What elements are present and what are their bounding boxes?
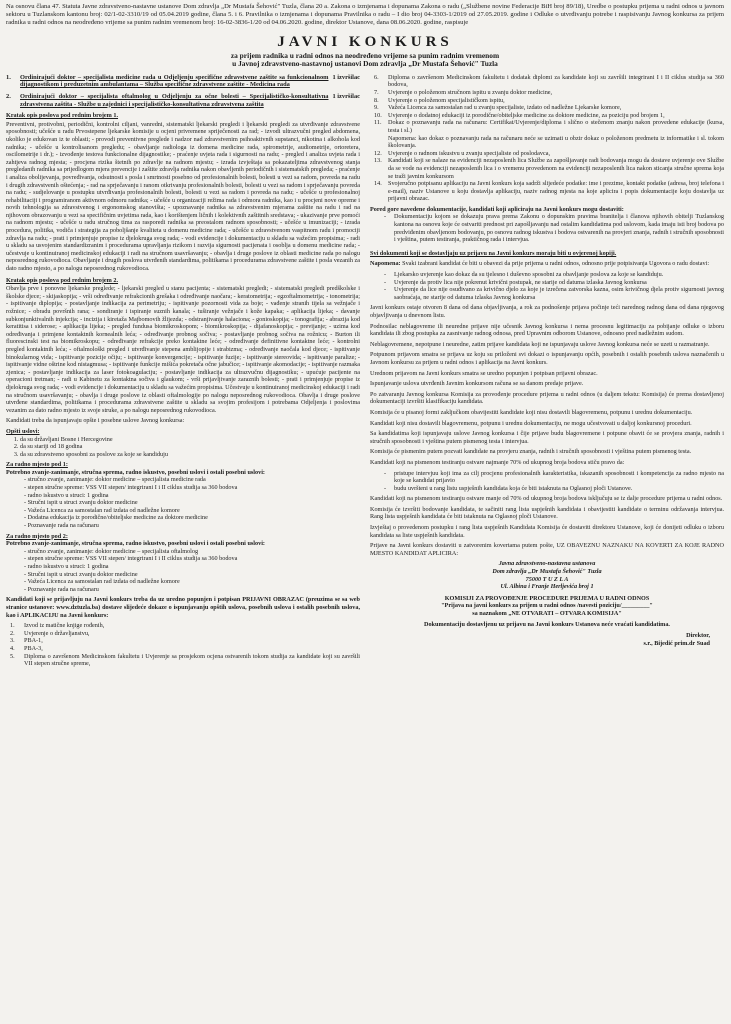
paragraph: Prijave na Javni konkurs dostaviti u zatvorenim kovertama putem pošte, UZ OBAVEZNU NAZNAKU NA KOVERTI ZA KOJE RADNO MJESTO KANDIDAT APLICIRA: <box>370 542 724 557</box>
list-item: - Uvjerenje da lice nije osuđivano za krivično djelo za koje je izrečena zatvorska kazna, osim krivičnog djela protiv sigurnosti javnog saobraćaja, ne starije od datuma izlaska Javnog konkursa <box>384 286 724 301</box>
list-item: - Poznavanje rada na računaru <box>24 522 360 530</box>
address-line: Ul. Albina i Franje Herljevića broj 1 <box>500 583 594 591</box>
signature-block <box>370 632 724 647</box>
position-item <box>6 74 360 89</box>
final-note: Dokumentaciju dostavljenu uz prijavu na Javni konkurs Ustanova neće vraćati kandidatima. <box>424 620 670 628</box>
note-paragraph: Napomena: Svaki izabrani kandidat će biti u obavezi da prije prijema u radni odnos, odnosno prije potpisivanja Ugovora o radu dostavi: <box>370 260 710 268</box>
commission-line: sa naznakom „NE OTVARATI – OTVARA KOMISIJA" <box>472 610 622 618</box>
list-item: 1. da su državljani Bosne i Hercegovine <box>20 436 360 444</box>
list-item: 2. da su stariji od 18 godina <box>20 443 360 451</box>
list-item: 8. Uvjerenje o položenom specijalističkom ispitu, <box>374 96 505 104</box>
general-conditions-heading: Opšti uslovi: <box>6 427 40 435</box>
note-list <box>370 271 724 301</box>
paragraph: Komisija će pismenim putem pozvati kandidate na provjeru znanja, radnih i stručnih sposobnosti i vještina putem pismenog testa. <box>370 448 692 456</box>
requirements-intro: Kandidati treba da ispunjavaju opšte i posebne uslove Javnog konkursa: <box>6 417 185 425</box>
address-line: Javna zdravstveno-nastavna ustanova <box>498 560 596 568</box>
pos1-subheading: Potrebno zvanje-zanimanje, stručna sprema, radno iskustvo, posebni uslovi i ostali posebni uslovi: <box>6 468 265 476</box>
list-item: 9. Važeća Licenca za samostalan rad u zvanju specijaliste, izdato od nadležne Ljekarske komore, <box>374 104 622 112</box>
position-title: Ordinirajući doktor – specijalista medicine rada u Odjeljenju specifične zdravstvene zaštite sa funkcionalnom dijagnostikom i preduzetnim ambulantama – Služba specifične zdravstvene zaštite - Medicina rada <box>20 73 329 89</box>
paragraph: Komisija će u pisanoj formi zaključkom obavijestiti kandidate koji nisu dostavili blagovremenu, potpunu i urednu dokumentaciju. <box>370 408 693 416</box>
position-number: 1. <box>6 73 11 81</box>
list-item: - stručno zvanje, zanimanje: doktor medicine – specijalista medicine rada <box>24 476 360 484</box>
list-item: - stepen stručne spreme: VSS VII stepen/ integrirani I i II ciklus studija sa 360 bodova <box>24 555 360 563</box>
list-item: 14. Svojeručno potpisanu aplikaciju na Javni konkurs koja sadrži slijedeće podatke: ime i prezime, kontakt podatke (adresa, broj telefona i e-mail), naziv Ustanove u koju dostavlja aplikaciju, naziv radnog mjesta na koje aplicira i popis dokumentacije koju dostavlja uz prijavni obrazac. <box>374 180 724 203</box>
list-item: - radno iskustvo u struci: 1 godina <box>24 492 360 500</box>
list-item: - stručno zvanje, zanimanje: doktor medicine – specijalista oftalmolog <box>24 548 360 556</box>
list-item: - Važeća Licenca za samostalan rad izdata od nadležne komore <box>24 578 360 586</box>
desc2-heading: Kratak opis poslova pod rednim brojem 2. <box>6 276 119 284</box>
list-item: 10. Uvjerenje o dodatnoj edukaciji iz porodične/obiteljske medicine za doktore medicine, za poziciju pod brojem 1, <box>374 111 665 119</box>
list-item: - Poznavanje rada na računaru <box>24 586 360 594</box>
list-item: - Uvjerenje da protiv lica nije pokrenut krivični postupak, ne starije od datuma izlaska Javnog konkursa <box>384 279 724 287</box>
pos2-requirements <box>6 548 360 594</box>
position-count: 1 izvršilac <box>332 92 360 100</box>
extra-docs-list <box>370 213 724 243</box>
list-item: - budu uvršteni u rang listu uspješnih kandidata koja će biti istaknuta na Oglasnoj ploči Ustanove. <box>384 485 724 493</box>
list-item: Napomena: kao dokaz o poznavanju rada na računaru neće se uzimati u obzir dokaz o položenom predmetu iz informatike i sl. tokom školovanja. <box>388 134 724 150</box>
document-subtitle <box>6 52 724 69</box>
institution-address <box>370 560 724 590</box>
general-conditions-list <box>6 436 360 459</box>
pos2-subheading: Potrebno zvanje-zanimanje, stručna sprema, radno iskustvo, posebni uslovi i ostali posebni uslovi: <box>6 540 265 548</box>
address-line: 75000 T U Z L A <box>525 575 569 583</box>
desc2-text: Obavlja prve i ponovne ljekarske preglede; - ljekarski pregled u stanu pacijenta; - sistematski pregledi; - sistematski pregledi predškolske i školske djece; - skijaskopija; - vrši određivanje refrakcionih grešaka i određivanje naočara; - keratometrija; - egzoftalmometrija; - tonometrija; - ispitivanje diplopija; - postavljanje indikacija za perimetriju; - ispitivanje pozornosti vida za boje; - vađenje stranih tijela sa vežnjače i rožnice; - obradu površnih rana; - sondiranje i ispiranje suznih kanala; - tuširanje vežnjače i kože kapaka; - aplikacija lijeka; - davanje subkonjunktivalnih injekcija; - incizija i kiretaža Majbomovih žlijezda; - odstranjivanje halaciona; - gonioskopija; - tonografija; - abrazija kod keratitisa i siderose; - aplikacija lijeka; - pregled fundusa biomikroskopom; - biomikroskopija; - dijafanoskopija; - previjanje; - uzima kod određivanja i primjene kontaktnih kornealnih leća; - određivanje probnog sočiva; - postavljanje probnog sočiva na rožnicu; - Burton ili fluorescinski test na biomikroskopu; - određivanje refrakcije preko kontaktne leće; - određivanje definitivne kontaktne leće; - kontrolni pregled kontaktnih leća; - oftalmološki pregled i utvrđivanje stepena amblijopije i strabizma; - određivanje naočala kod djece; - ispitivanje binokularnog vida; - ispitivanje pozicije očiju; - ispitivanje konvergencije; - ispitivanje fuzije; - ispitivanje stereovida; - ispitivanje paralize; - ispitivanje vidne oštrine kod nistagmusa; - ispitivanje funkcije mišića pokretača očne jabučice; - ispitivanje akomodacije; - ispitivanje razmaka zjenica; - postavljanje indikacija za laser fotokoagulaciju; - postavljanje indikacija za ultrazvučnu dijagnostiku; - upućuje pacijente na operacioni tretman; - radi u Kabinetu za kontaktna sočiva i glaukom; - vrši prijavljivanje zaraznih bolesti; - prati i primjenjuje propise iz djelokruga svog rada; - vodi evidencije i dokumentaciju u skladu sa važećim propisima. Učestvuje u kontinuiranoj medicinskoj edukaciji i radi na stručnom usavršavanju; - obavlja i druge poslove iz oblasti oftalmologije po nalogu neposrednog rukovodioca. Obavlja i druge poslove utvrđene standardima, politikama i procedurama zdravstvene zaštite u skladu sa svojim profesijom i potrebama Odjeljenja i poslovima vezanim za dato radno mjesto iz svoje struke, a po nalogu neposrednog rukovodioca. <box>6 285 360 414</box>
list-item: 13. Kandidati koji se nalaze na evidenciji nezaposlenih lica Službe za zapošljavanje radi bodovanja mogu da dostave uvjerenje ove Službe da se vode na evidenciji nezaposlenih lica i o vremenu provedenom na evidenciji nezaposlenih lica nakon sticanja stručne sprema koja se traži javnim konkursom <box>374 157 724 180</box>
documents-intro: Kandidati koji se prijavljuju na Javni konkurs treba da uz uredno popunjen i potpisan PRIJAVNI OBRAZAC (preuzima se sa web stranice ustanove: www.dztuzla.ba) dostave slijedeće dokaze o ispunjavanju opštih uslova, posebnih uslova i ostalih posebnih uslova, kao i APLIKACIJU na Javni konkurs: <box>6 596 360 619</box>
paragraph: Javni konkurs ostaje otvoren 8 dana od dana objavljivanja, a rok za podnošenje prijava počinje teći narednog radnog dana od dana njegovog objavljivanja u dnevnom listu. <box>370 304 724 320</box>
documents-list-left <box>6 622 360 668</box>
signature-name: s.r., Bijedić prim.dr Suad <box>643 639 710 647</box>
pos1-heading: Za radno mjesto pod 1: <box>6 461 68 469</box>
preamble: Na osnovu člana 47. Statuta Javne zdravstveno-nastavne ustanove Dom zdravlja „Dr Mustafa Šehović" Tuzla, člana 20 a. Zakona o izmjenama i dopunama Zakona o radu („Službene novine Federacije BiH broj 89/18), Uredbe o postupku prijema u radni odnos u javnom sektoru u Tuzlanskom kantonu broj: 02/1-02-3310/19 od 05.04.2019 godine, člana 5. i 6. Pravilnika o izmjenama i dopunama Pravilnika o radu – I dio broj 04-3303-1/2019 od 27.05.2019. godine i Odluke o utvrđivanju potrebe i raspisivanju Javnog konkursa za prijem radnika u radni odnos na neodređeno vrijeme sa punim radnim vremenom broj: 16-02-3836-1/20 od 04.06.2020. godine, direktor Ustanove, dana 08.06.2020. godine, raspisuje <box>6 3 724 27</box>
list-item: - Ljekarsko uvjerenje kao dokaz da su tjelesno i duševno sposobni za obavljanje poslova za koje se kandiduju. <box>384 271 724 279</box>
pos2-heading: Za radno mjesto pod 2: <box>6 532 68 540</box>
desc1-text: Preventivni, protivobni, periodični, kontrolni ciljani, vanredni, sistematski ljekarski pregledi i ljekarski pregledi za utvrđivanje zdravstvene sposobnosti; učešće u radu Prvostepene ljekarske komisije u ocjeni privremene spriječenosti za rad; - izvodi ultrazvučni pregled abdomena, ukoliko je edukovan iz te oblasti; - provodi preventivne preglede i nadzor nad zdravstvenim psihoaktivnih supstanci, nikotina i alkohola kod radnika; - učešće u kontrolisanom pregledu; - obavljanje radiologa iz domena medicine rada, spirometrije, audiometrije, ortoretera, oscilometrije i dr.); - izvođenje testova funkcionalne dijagnostike; - praćenje uvjeta rada i sigurnosti na radu; - pregled i analiza uvjeta rada i zahtjeva radnog mjesta; - procjena rizika štetnih po zdravlje na radnom mjestu; - izrada izvještaja sa pokazateljima zdravstvenog stanja pregledanih radnika sa prijedlogom mjera prevencije i zaštite zdravlja radnika nakon obavljenih periodičnih i sistematskih pregleda; - praćenje i analiza obolijevanja, povređivanja, odsutnosti s posla i smrtnosti posebno od profesionalnih bolesti, bolesti u vezi sa radom, povreda na radu i drugih zdravstvenih oštećenja; - rad na sprječavanju i ranom otkrivanju profesionalnih bolesti, bolesti u vezi sa radom i sprječavanju povreda na radu; - sudjelovanje u postupku utvrđivanja profesionalnih bolesti, bolesti u vezi sa radom i povreda na radu; - učešće u profesionalnoj rehabilitaciji i programiranom aktivnom odmoru radnika; - učešće u organizaciji režima rada i odmora radnika, kao i u procjeni nove opreme i novih tehnologija sa zdravstvenog i ergonomskog stanovišta; - upoznavanje radnika sa zdravstvenim mjerama zaštite na radu i rad na njihovom obrazovanju u vezi sa specifičnim uvjetima rada, kao i korištenjem ličnih i kolektivnih zaštitnih sredstava; - ukazivanje prve pomoći na radnom mjestu; - učešće u radu stručnog tima za rasporedi radnika sa preostalom radnom sposobnosti; - učešće u imunizaciji; - izrada procedura, politika, vodiča i strategija za poboljšanje kvaliteta u domenu medicine rada; - učešće u zdravstvenom vaspitnom radu i promociji zdravlja na radu; - prati i primjenjuje propise iz djelokruga svog rada; - vodi evidencije i dokumentaciju u skladu sa važećim propisima; - radi u skladu sa usvojenim standardizranim i procedurama upravljanja rizikom i razvija sigurnosti pacijenata i osoblja u domenu medicine rada; - učestvuje u kontinuiranoj medicinskoj edukaciji i radi na stručnom usavršavanju; - obavlja i druge poslove iz oblasti medicine rada po nalogu neposrednog rukovodioca. Obavljanje i drugih poslova utvrđenih standardima, politikama i procedurama zdravstvene zaštite i posla vezanih za dato radno mjesto, a po nalogu neposrednog rukovodioca. <box>6 120 360 273</box>
position-count: 1 izvršilac <box>332 73 360 81</box>
paragraph: Podnosilac neblagovreme ili neuredne prijave nije učesnik Javnog konkursa i nema procesnu legitimaciju za pobijanje odluke o izboru kandidata ili zbog postupka za zasnivanje radnog odnosa, pred Upravnim odborom Ustanove, odnosno pred nadležnim sudom. <box>370 322 724 338</box>
left-column <box>6 74 360 671</box>
list-item: 3. da su zdravstveno sposobni za poslove za koje se kandiduju <box>20 451 360 459</box>
list-item: - Stručni ispit u struci zvanju doktor medicine <box>24 571 360 579</box>
list-item: 5. Diploma o završenom Medicinskom fakultetu i Uvjerenje sa prosjekom ocjena ostvarenih tokom studija za kandidate koji su završili VII stepen stručne spreme, <box>10 652 360 668</box>
list-item: 11. Dokaz o poznavanju rada na računaru: Certifikat/Uvjerenje/diploma i slično o stečenom znanju nakon provedene edukacije (kursa, testa i sl.) <box>374 119 724 134</box>
list-item: - Dodatna edukacija iz porodične/obiteljske medicine za doktore medicine <box>24 514 360 522</box>
certified-copies-note: Svi dokumenti koji se dostavljaju uz prijavu na Javni konkurs moraju biti u ovjerenoj kopiji. <box>370 249 617 257</box>
desc1-heading: Kratak opis poslova pod rednim brojem 1. <box>6 112 119 120</box>
position-item <box>6 93 360 108</box>
commission-block <box>370 595 724 618</box>
paragraph: Neblagovremene, nepotpune i neuredne, zatim prijave kandidata koji ne ispunjavaju uslove Javnog konkursa neće se uzeti u razmatranje. <box>370 340 710 348</box>
paragraph: Kandidati koji na pismenom testiranju ostvare najmanje 70% od ukupnog broja bodova stiču pravo da: <box>370 458 625 466</box>
position-number: 2. <box>6 92 11 100</box>
list-item: - stepen stručne spreme: VSS VII stepen/ integrirani I i II ciklus studija sa 360 bodova <box>24 484 360 492</box>
subtitle-line: u Javnoj zdravstveno-nastavnoj ustanovi Dom zdravlja „Dr Mustafa Šehović" Tuzla <box>232 59 498 69</box>
paragraph: Izvještaj o provedenom postupku i rang lista uspješnih Kandidata Komisija će dostaviti direktoru Ustanove, koji će donijeti odluku o izboru kandidata sa liste uspješnih kandidata. <box>370 524 724 539</box>
document-title: JAVNI KONKURS <box>277 33 453 50</box>
paragraph: Potpunom prijavom smatra se prijava uz koju su priloženi svi dokazi o ispunjavanju općih, posebnih i ostalih posebnih uslova naznačenih u Javnom konkursu za prijem u radni odnos i aplikacija na Javni konkurs. <box>370 351 724 366</box>
extra-docs-heading: Pored gore navedene dokumentacije, kandidati koji apliciraju na Javni konkurs mogu dostaviti: <box>370 205 624 213</box>
test-rights-list <box>370 470 724 493</box>
pos1-requirements <box>6 476 360 529</box>
paragraph: Kandidati koji nisu dostavili blagovremenu, potpunu i urednu dokumentaciju, ne mogu učestvovati u daljoj konkursnoj proceduri. <box>370 419 692 427</box>
list-item: - pristupe intervjuu koji ima za cilj procjenu profesionalnih karakteristika, iskazanih sposobnosti i kompetencija za radno mjesto na koje se kandidat prijavio <box>384 470 724 485</box>
commission-line: KOMISIJI ZA PROVOĐENJE PROCEDURE PRIJEMA U RADNI ODNOS <box>444 594 650 602</box>
paragraph: Sa kandidatima koji ispunjavaju uslove Javnog konkursa i čije prijave budu blagovremene i potpune obavit će se provjera znanja, radnih i stručnih sposobnosti i vještina putem pismenog testa i intervjua. <box>370 430 724 445</box>
position-title: Ordinirajući doktor – specijalista oftalmolog u Odjeljenju za očne bolesti – Specijalističko-konsultativna zdravstvena zaštita - Službe u zajednici i specijalističko-konsultativna zdravstvena zaštita <box>20 92 329 108</box>
columns <box>6 74 724 671</box>
list-item: 1. Izvod iz matične knjige rođenih, <box>10 622 105 630</box>
list-item: 3. PBA-1, <box>10 637 43 645</box>
list-item: 2. Uvjerenje o državljanstvu, <box>10 629 90 637</box>
list-item: 6. Diploma o završenom Medicinskom fakultetu i dodatak diplomi za kandidate koji su završili integrirani I i II ciklus studija sa 360 bodova, <box>374 73 724 89</box>
paragraph: Ispunjavanje uslova utvrđenih Javnim konkursom računa se sa danom predaje prijave. <box>370 380 584 388</box>
list-item: 7. Uvjerenje o položenom stručnom ispitu u zvanju doktor medicine, <box>374 88 553 96</box>
paragraph: Kandidati koji na pismenom testiranju ostvare manje od 70% od ukupnog broja bodova isključuju se iz dalje procedure prijema u radni odnos. <box>370 495 723 503</box>
list-item: - radno iskustvo u struci: 1 godina <box>24 563 360 571</box>
subtitle-line: za prijem radnika u radni odnos na neodređeno vrijeme sa punim radnim vremenom <box>230 50 500 60</box>
address-line: Dom zdravlja „Dr Mustafa Šehović" Tuzla <box>492 568 602 576</box>
paragraph: Komisija će izvršiti bodovanje kandidata, te sačiniti rang lista uspješnih kandidata i obavijestiti kandidate o terminu održavanja intervjua. Rang lista uspješnih kandidata će biti istaknuta na Oglasnoj ploči Ustanove. <box>370 505 724 521</box>
signature-title: Direktor, <box>686 632 710 640</box>
paragraph: Urednom prijavom na Javni konkurs smatra se uredno popunjen i potpisan prijavni obrazac. <box>370 369 598 377</box>
paragraph: Po zatvaranju Javnog konkursa Komisija za provođenje procedure prijema u radni odnos (u daljem tekstu: Komisija) će prema dostavljenoj dokumentaciji izvršiti klasifikaciju kandidata. <box>370 390 724 406</box>
list-item: 4. PBA-3, <box>10 644 43 652</box>
documents-list-right <box>370 74 724 203</box>
commission-line: "Prijava na javni konkurs za prijem u radni odnos /navesti poziciju/_________" <box>441 602 653 610</box>
list-item: - Dokumentaciju kojom se dokazuju prava prema Zakonu o dopunskim pravima branitelja i članova njihovih obitelji Tuzlanskog kantona na osnovu koje će ostvariti prednost pri zapošljavanju nad ostalim kandidatima pod uslovom, kada imaju isti broj bodova po predviđenim obavljenom bodovanju, po osnovu radnog iskustva i bodova ostvarenih na provjeri znanja, radnih i stručnih sposobnosti i vještina, putem testiranja, praktičnog rada i intervjua. <box>384 213 724 243</box>
list-item: - Stručni ispit u struci zvanju doktor medicine <box>24 499 360 507</box>
right-column <box>370 74 724 671</box>
list-item: 12. Uvjerenje o radnom iskustvu u zvanju specijaliste od poslodavca, <box>374 149 551 157</box>
list-item: - Važeća Licenca za samostalan rad izdata od nadležne komore <box>24 507 360 515</box>
